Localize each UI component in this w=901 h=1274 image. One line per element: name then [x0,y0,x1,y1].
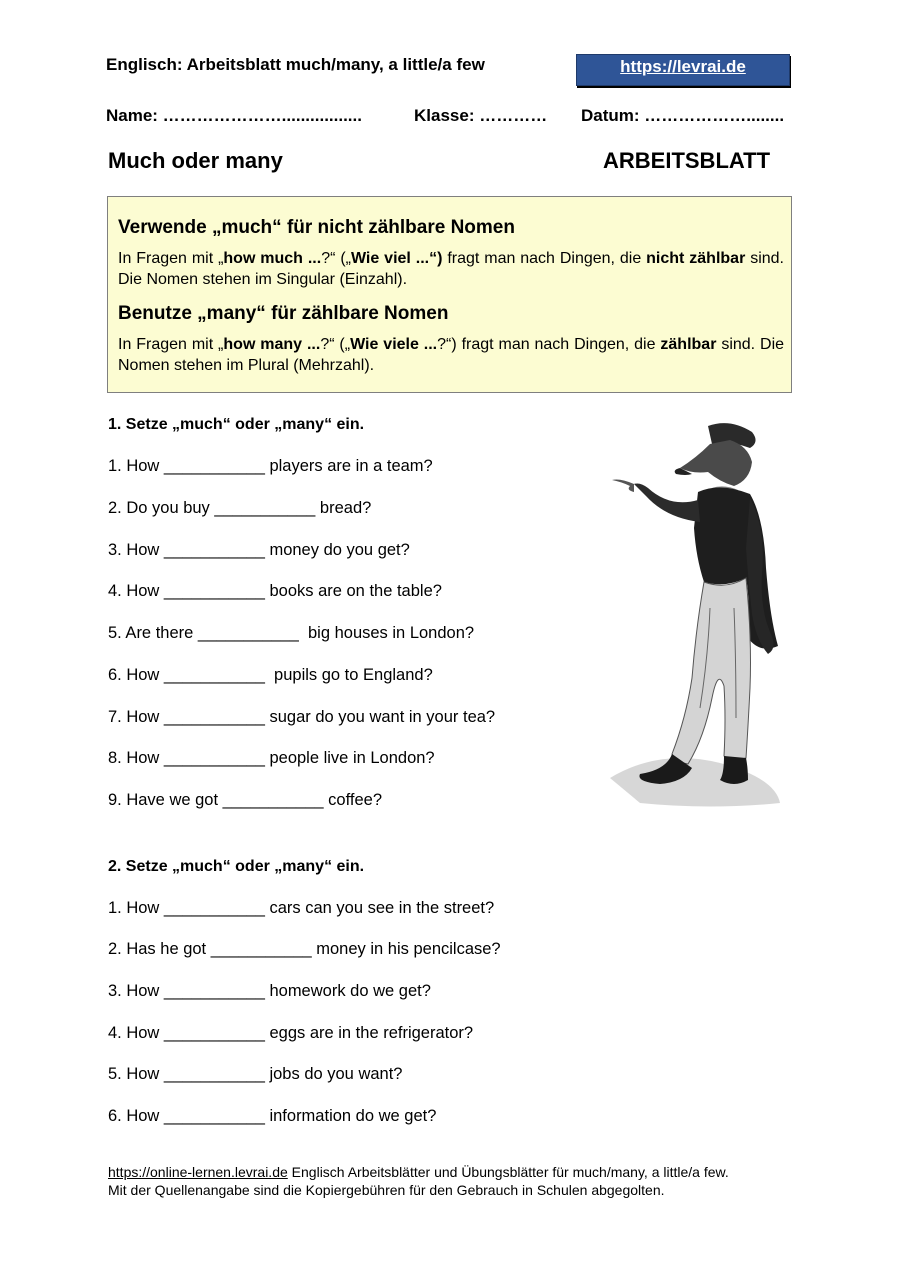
exercise1-item: 1. How ___________ players are in a team? [108,457,433,475]
exercise1-item: 5. Are there ___________ big houses in London? [108,624,475,642]
datum-field: Datum: ………………........ [581,106,785,125]
footer [108,1163,798,1199]
exercise2-item: 5. How ___________ jobs do you want? [108,1065,403,1083]
exercise2-item: 1. How ___________ cars can you see in the street? [108,899,495,917]
grammar-rule-box [107,196,792,393]
exercise2-item: 3. How ___________ homework do we get? [108,982,431,1000]
many-rule-title: Benutze „many“ für zählbare Nomen [118,303,449,324]
name-field: Name: …………………................. [106,106,362,125]
exercise1-item: 3. How ___________ money do you get? [108,541,410,559]
worksheet-label: ARBEITSBLATT [603,148,771,173]
exercise2-item: 4. How ___________ eggs are in the refrigerator? [108,1024,474,1042]
page-title: Much oder many [108,148,283,173]
much-rule-title: Verwende „much“ für nicht zählbare Nomen [118,217,515,238]
exercise1-title: 1. Setze „much“ oder „many“ ein. [108,416,365,433]
fox-illustration [600,418,790,810]
much-rule-text: In Fragen mit „how much ...?“ („Wie viel ...“) fragt man nach Dingen, die nicht zählbar sind. Die Nomen stehen im Singular (Einzahl). [118,250,784,288]
footer-link[interactable]: https://online-lernen.levrai.de [108,1164,288,1180]
klasse-field: Klasse: ………… [414,106,548,125]
footer-copyright-note: Mit der Quellenangabe sind die Kopiergebühren für den Gebrauch in Schulen abgegolten. [108,1182,665,1198]
exercise2-item: 6. How ___________ information do we get? [108,1107,437,1125]
document-title: Englisch: Arbeitsblatt much/many, a little/a few [106,55,485,74]
exercise1-item: 7. How ___________ sugar do you want in your tea? [108,708,496,726]
website-link-box[interactable] [576,54,790,86]
exercise1-item: 2. Do you buy ___________ bread? [108,499,372,517]
many-rule-text: In Fragen mit „how many ...?“ („Wie viele ...?“) fragt man nach Dingen, die zählbar sind. Die Nomen stehen im Plural (Mehrzahl). [118,336,785,374]
exercise2-item: 2. Has he got ___________ money in his pencilcase? [108,940,501,958]
footer-text: Englisch Arbeitsblätter und Übungsblätter für much/many, a little/a few. [287,1164,729,1180]
exercise1-item: 9. Have we got ___________ coffee? [108,791,382,809]
exercise1-item: 4. How ___________ books are on the table? [108,582,442,600]
exercise2-title: 2. Setze „much“ oder „many“ ein. [108,858,365,875]
website-link[interactable]: https://levrai.de [620,57,746,76]
exercise1-item: 8. How ___________ people live in London? [108,749,435,767]
exercise1-item: 6. How ___________ pupils go to England? [108,666,433,684]
